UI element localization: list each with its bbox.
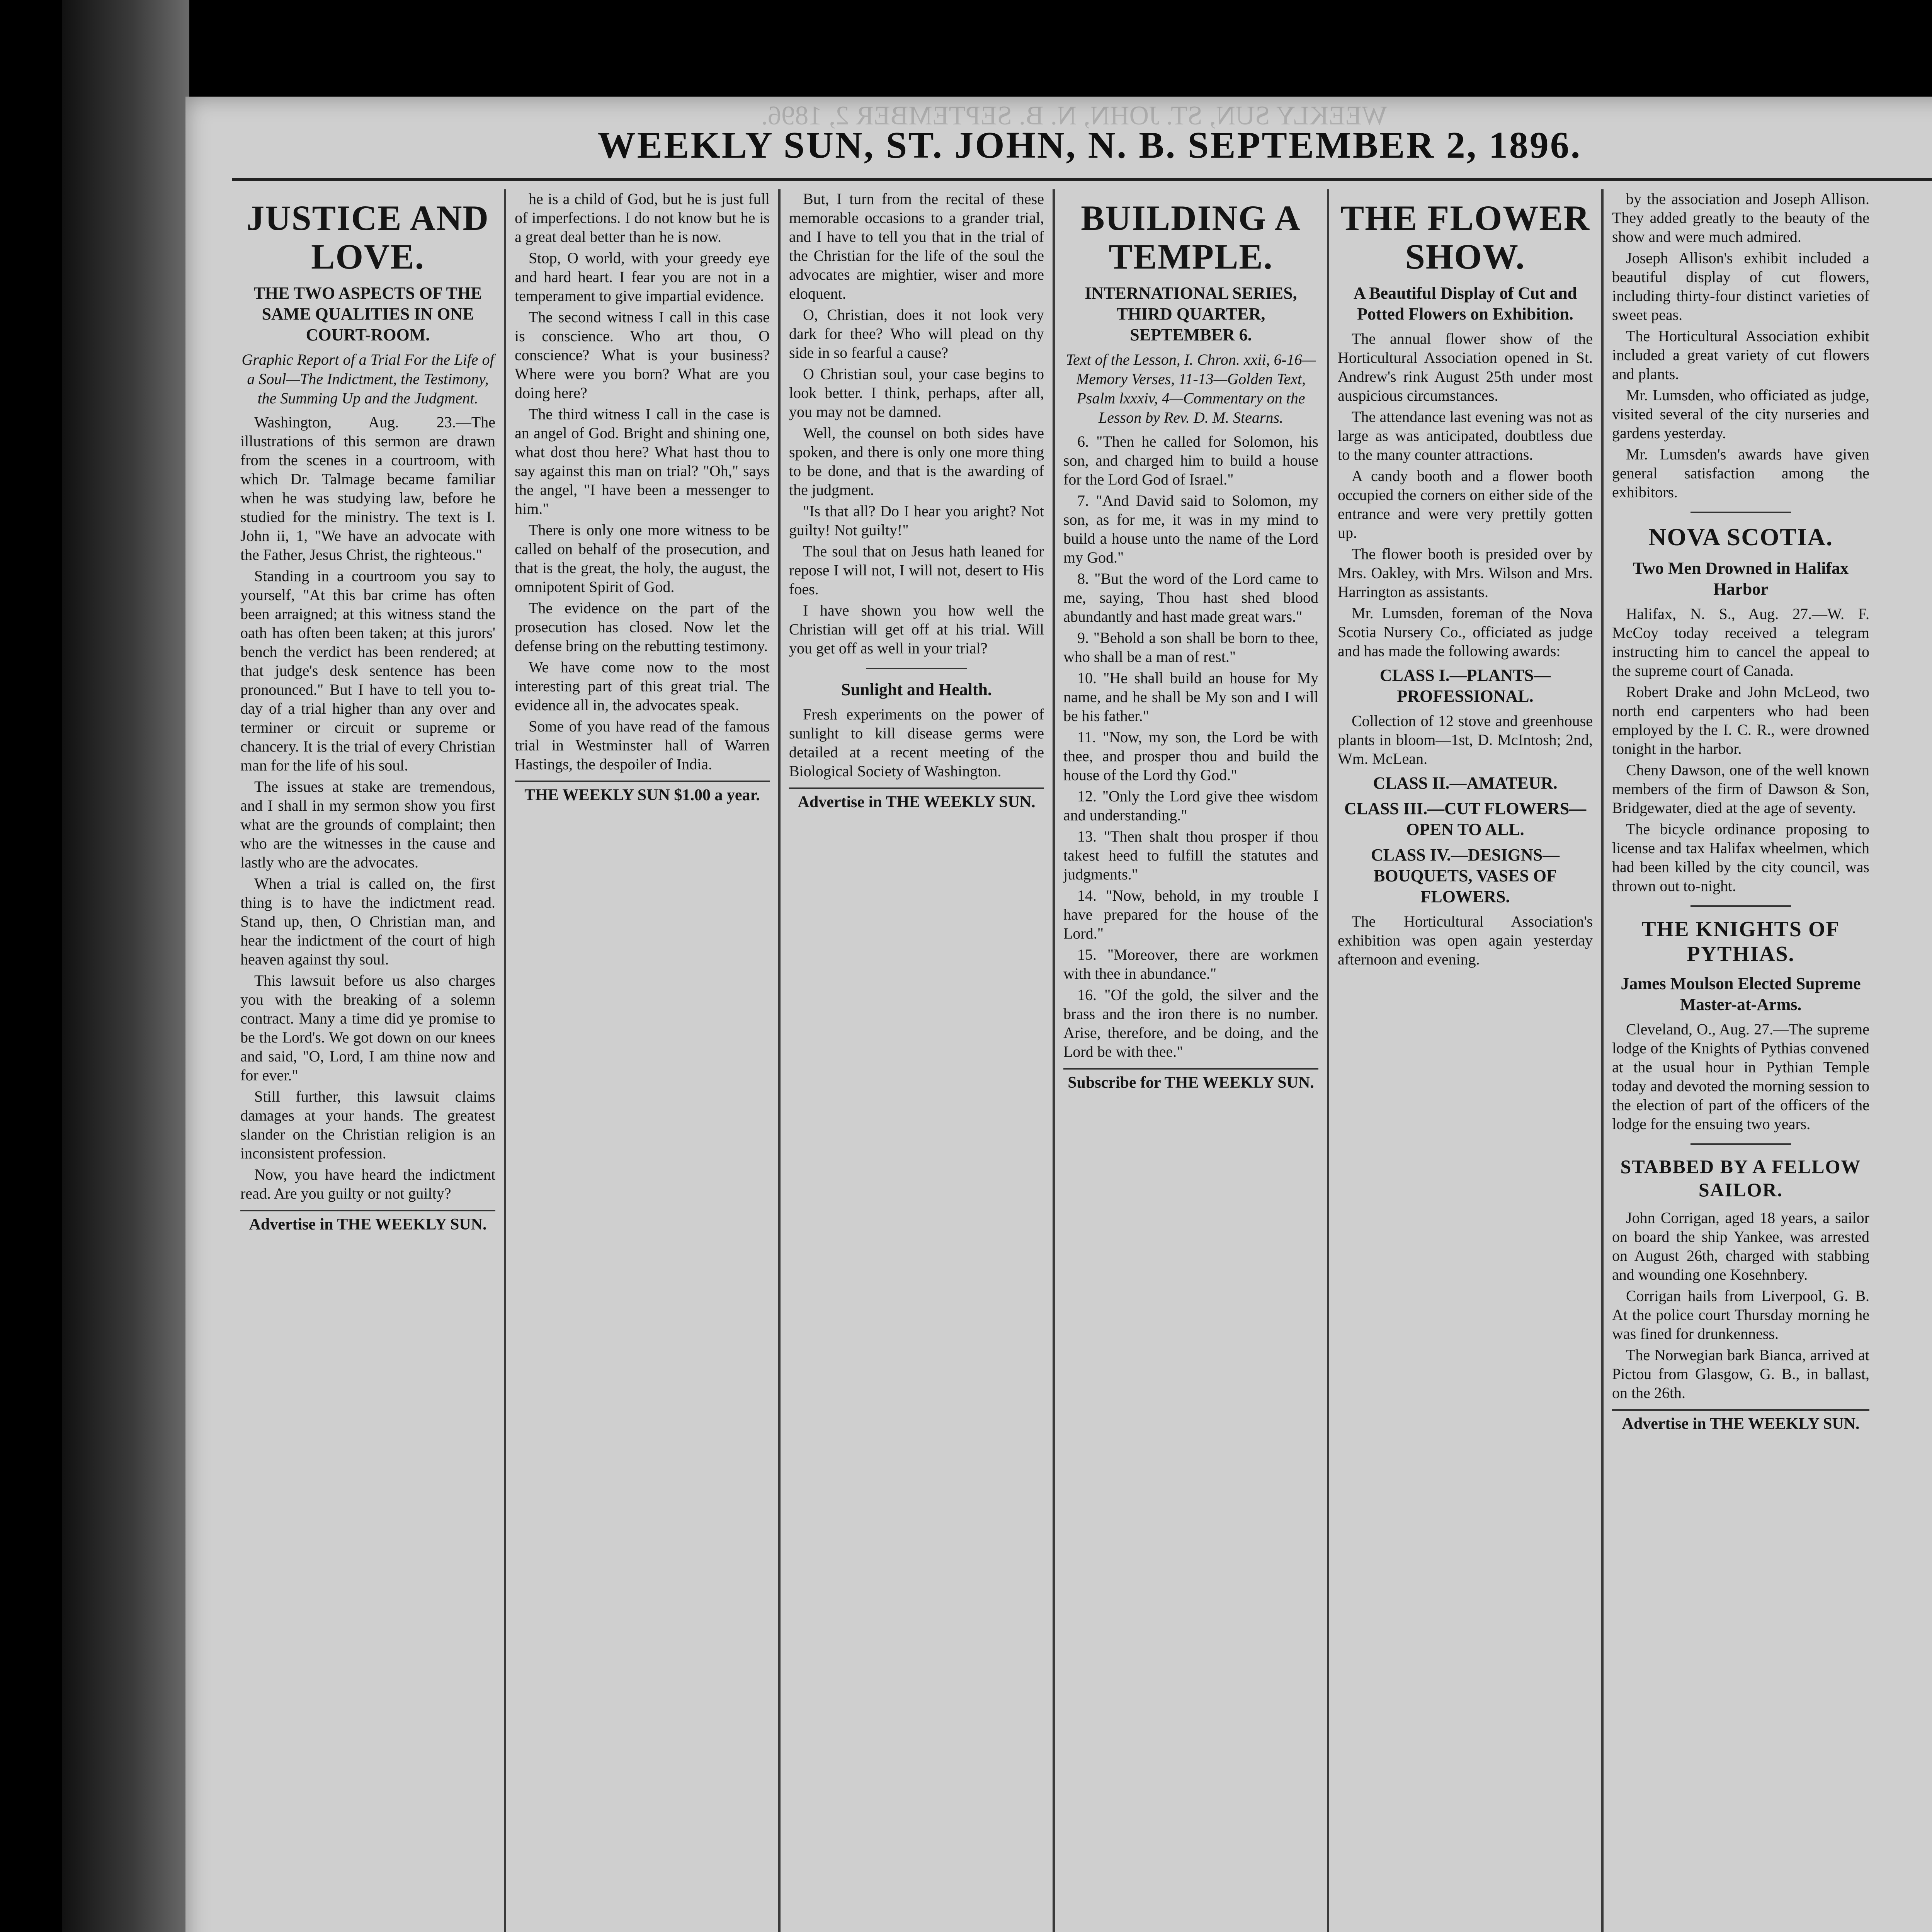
subheadline: A Beautiful Display of Cut and Potted Flowers on Exhibition. <box>1353 284 1577 323</box>
columns-container <box>232 189 1932 1932</box>
paragraph: 15. "Moreover, there are workmen with thee in abundance." <box>1063 946 1318 982</box>
paragraph: A candy booth and a flower booth occupied the corners on either side of the entrance and were very prettily gotten up. <box>1338 467 1593 541</box>
paragraph: Cheny Dawson, one of the well known members of the firm of Dawson & Son, Bridgewater, died at the age of seventy. <box>1612 761 1869 816</box>
paragraph: The second witness I call in this case is conscience. Who art thou, O conscience? What is your business? Where were you born? What are you doing here? <box>515 308 770 401</box>
paragraph: 16. "Of the gold, the silver and the brass and the iron there is no number. Arise, therefore, and be doing, and the Lord be with thee." <box>1063 986 1318 1060</box>
section-divider <box>866 668 967 669</box>
column-footer: Subscribe for THE WEEKLY SUN. <box>1063 1068 1318 1092</box>
paragraph: 6. "Then he called for Solomon, his son, and charged him to build a house for the Lord God of Israel." <box>1063 433 1318 488</box>
paragraph: Robert Drake and John McLeod, two north end carpenters who had been employed by the I. C. R., were drowned tonight in the harbor. <box>1612 683 1869 757</box>
paragraph: The third witness I call in the case is an angel of God. Bright and shining one, what dost thou here? What hast thou to say against this man on trial? "Oh," says the angel, "I have been a messenger to him." <box>515 405 770 517</box>
paragraph: The Norwegian bark Bianca, arrived at Pictou from Glasgow, G. B., in ballast, on the 26th. <box>1612 1346 1869 1401</box>
section-divider <box>1690 1143 1791 1145</box>
paragraph: The issues at stake are tremendous, and I shall in my sermon show you first what are the grounds of complaint; then who are the witnesses in the cause and lastly who are the advocates. <box>240 778 495 871</box>
class-heading: CLASS III.—CUT FLOWERS—OPEN TO ALL. <box>1344 799 1587 839</box>
paragraph: There is only one more witness to be called on behalf of the prosecution, and that is the great, the holy, the august, the omnipotent Spirit of God. <box>515 521 770 595</box>
class-heading: CLASS II.—AMATEUR. <box>1373 774 1558 793</box>
paragraph: Washington, Aug. 23.—The illustrations of this sermon are drawn from the scenes in a courtroom, with which Dr. Talmage became familiar when he was studying law, before he studied for the ministry. The text is I. John ii, 1, "We have an advocate with the Father, Jesus Christ, the righteous." <box>240 413 495 563</box>
section-subtitle: Two Men Drowned in Halifax Harbor <box>1633 559 1849 599</box>
section-subtitle: James Moulson Elected Supreme Master-at-Arms. <box>1621 974 1861 1014</box>
column-5 <box>1329 189 1604 1932</box>
paragraph: The evidence on the part of the prosecution has closed. Now let the defense bring on the rebutting testimony. <box>515 599 770 655</box>
masthead-title: WEEKLY SUN, ST. JOHN, N. B. SEPTEMBER 2, 1896. <box>597 124 1582 166</box>
paragraph: This lawsuit before us also charges you with the breaking of a solemn contract. Many a time did ye promise to be the Lord's. We got down on our knees and said, "O, Lord, I am thine now and for ever." <box>240 972 495 1084</box>
column-4 <box>1055 189 1329 1932</box>
subsection-title: Sunlight and Health. <box>841 680 992 699</box>
headline: BUILDING A TEMPLE. <box>1081 198 1301 276</box>
paragraph: Collection of 12 stove and greenhouse plants in bloom—1st, D. McIntosh; 2nd, Wm. McLean. <box>1338 712 1593 767</box>
paragraph: Mr. Lumsden, who officiated as judge, visited several of the city nurseries and gardens yesterday. <box>1612 386 1869 442</box>
subheadline: THE TWO ASPECTS OF THE SAME QUALITIES IN ONE COURT-ROOM. <box>253 284 482 344</box>
paragraph: 8. "But the word of the Lord came to me, saying, Thou hast shed blood abundantly and hast made great wars." <box>1063 570 1318 625</box>
section-divider <box>1690 905 1791 907</box>
paragraph: The flower booth is presided over by Mrs. Oakley, with Mrs. Wilson and Mrs. Harrington as assistants. <box>1338 545 1593 600</box>
column-2 <box>506 189 781 1932</box>
paragraph: The annual flower show of the Horticultural Association opened in St. Andrew's rink August 25th under most auspicious circumstances. <box>1338 330 1593 404</box>
binding-shadow <box>62 0 189 1932</box>
column-3 <box>781 189 1055 1932</box>
section-title: NOVA SCOTIA. <box>1648 523 1833 551</box>
paragraph: Mr. Lumsden's awards have given general satisfaction among the exhibitors. <box>1612 446 1869 501</box>
newspaper-page <box>185 97 1932 1932</box>
section-divider <box>1690 512 1791 513</box>
paragraph: Some of you have read of the famous trial in Westminster hall of Warren Hastings, the despoiler of India. <box>515 718 770 773</box>
bleed-through-text: WEEKLY SUN, ST. JOHN, N. B. SEPTEMBER 2, 1896. <box>761 101 1388 131</box>
paragraph: O Christian soul, your case begins to look better. I think, perhaps, after all, you may not be damned. <box>789 365 1044 420</box>
paragraph: he is a child of God, but he is just full of imperfections. I do not know but he is a great deal better than he is now. <box>515 190 770 245</box>
column-footer: Advertise in THE WEEKLY SUN. <box>789 787 1044 811</box>
paragraph: The attendance last evening was not as large as was anticipated, doubtless due to the many counter attractions. <box>1338 408 1593 463</box>
paragraph: Corrigan hails from Liverpool, G. B. At the police court Thursday morning he was fined for drunkenness. <box>1612 1287 1869 1342</box>
paragraph: The bicycle ordinance proposing to license and tax Halifax wheelmen, which had been killed by the city council, was thrown out to-night. <box>1612 820 1869 895</box>
paragraph: Cleveland, O., Aug. 27.—The supreme lodge of the Knights of Pythias convened at the usual hour in Pythian Temple today and devoted the morning session to the election of part of the officers of the lodge for the ensuing two years. <box>1612 1020 1869 1133</box>
paragraph: Halifax, N. S., Aug. 27.—W. F. McCoy today received a telegram instructing him to cancel the appeal to the supreme court of Canada. <box>1612 605 1869 679</box>
paragraph: "Is that all? Do I hear you aright? Not guilty! Not guilty!" <box>789 502 1044 539</box>
class-heading: CLASS I.—PLANTS—PROFESSIONAL. <box>1379 666 1551 706</box>
paragraph: I have shown you how well the Christian will get off at his trial. Will you get off as well in your trial? <box>789 602 1044 657</box>
paragraph: O, Christian, does it not look very dark for thee? Who will plead on thy side in so fearful a cause? <box>789 306 1044 361</box>
section-title: THE KNIGHTS OF PYTHIAS. <box>1641 917 1840 966</box>
paragraph: 7. "And David said to Solomon, my son, as for me, it was in my mind to build a house unto the name of the Lord my God." <box>1063 492 1318 566</box>
column-6 <box>1604 189 1878 1932</box>
paragraph: John Corrigan, aged 18 years, a sailor on board the ship Yankee, was arrested on August 26th, charged with stabbing and wounding one Kosehnbery. <box>1612 1209 1869 1283</box>
paragraph: Still further, this lawsuit claims damages at your hands. The greatest slander on the Christian religion is an inconsistent profession. <box>240 1088 495 1162</box>
paragraph: 11. "Now, my son, the Lord be with thee, and prosper thou and build the house of the Lord thy God." <box>1063 728 1318 784</box>
section-title: STABBED BY A FELLOW SAILOR. <box>1620 1156 1861 1201</box>
paragraph: Mr. Lumsden, foreman of the Nova Scotia Nursery Co., officiated as judge and has made the following awards: <box>1338 604 1593 660</box>
subheadline: INTERNATIONAL SERIES, THIRD QUARTER, SEPTEMBER 6. <box>1085 284 1297 344</box>
paragraph: 13. "Then shalt thou prosper if thou takest heed to fulfill the statutes and judgments." <box>1063 828 1318 883</box>
paragraph: 9. "Behold a son shall be born to thee, who shall be a man of rest." <box>1063 629 1318 665</box>
column-footer: Advertise in THE WEEKLY SUN. <box>240 1210 495 1234</box>
paragraph: Well, the counsel on both sides have spoken, and there is only one more thing to be done, and that is the awarding of the judgment. <box>789 424 1044 498</box>
column-1 <box>232 189 506 1932</box>
paragraph: But, I turn from the recital of these memorable occasions to a grander trial, and I have to tell you that in the trial of the Christian for the life of the soul the advocates are mightier, wiser and more eloquent. <box>789 190 1044 302</box>
paragraph: Fresh experiments on the power of sunlight to kill disease germs were detailed at a recent meeting of the Biological Society of Washington. <box>789 706 1044 780</box>
paragraph: 10. "He shall build an house for My name, and he shall be My son and I will be his father." <box>1063 669 1318 724</box>
deck: Graphic Report of a Trial For the Life of a Soul—The Indictment, the Testimony, the Summing Up and the Judgment. <box>242 351 494 407</box>
paragraph: The Horticultural Association exhibit included a great variety of cut flowers and plants. <box>1612 327 1869 383</box>
paragraph: The soul that on Jesus hath leaned for repose I will not, I will not, desert to His foes. <box>789 543 1044 598</box>
paragraph: We have come now to the most interesting part of this great trial. The evidence all in, the advocates speak. <box>515 658 770 714</box>
paragraph: The Horticultural Association's exhibition was open again yesterday afternoon and evening. <box>1338 913 1593 968</box>
column-footer: Advertise in THE WEEKLY SUN. <box>1612 1409 1869 1433</box>
column-footer: THE WEEKLY SUN $1.00 a year. <box>515 781 770 804</box>
film-border <box>0 0 62 1932</box>
headline: THE FLOWER SHOW. <box>1340 198 1590 276</box>
headline: JUSTICE AND LOVE. <box>247 198 489 276</box>
paragraph: Now, you have heard the indictment read. Are you guilty or not guilty? <box>240 1166 495 1202</box>
deck: Text of the Lesson, I. Chron. xxii, 6-16—Memory Verses, 11-13—Golden Text, Psalm lxxxiv, 4—Commentary on the Lesson by Rev. D. M. Stearns. <box>1066 351 1316 426</box>
paragraph: by the association and Joseph Allison. They added greatly to the beauty of the show and were much admired. <box>1612 190 1869 245</box>
paragraph: Stop, O world, with your greedy eye and hard heart. I fear you are not in a temperament to give impartial evidence. <box>515 249 770 304</box>
class-heading: CLASS IV.—DESIGNS—BOUQUETS, VASES OF FLOWERS. <box>1371 845 1560 906</box>
paragraph: Standing in a courtroom you say to yourself, "At this bar crime has often been arraigned; at this witness stand the oath has often been taken; at this jurors' bench the verdict has been rendered; at that judge's desk sentence has been pronounced." But I have to tell you to-day of a trial higher than any over and terminer or circuit or supreme or chancery. It is the trial of every Christian man for the life of his soul. <box>240 567 495 774</box>
paragraph: 12. "Only the Lord give thee wisdom and understanding." <box>1063 787 1318 824</box>
paragraph: When a trial is called on, the first thing is to have the indictment read. Stand up, then, O Christian man, and hear the indictment of the court of high heaven against thy soul. <box>240 875 495 968</box>
paragraph: 14. "Now, behold, in my trouble I have prepared for the house of the Lord." <box>1063 887 1318 942</box>
masthead-rule <box>232 178 1932 181</box>
paragraph: Joseph Allison's exhibit included a beautiful display of cut flowers, including thirty-four distinct varieties of sweet peas. <box>1612 249 1869 323</box>
